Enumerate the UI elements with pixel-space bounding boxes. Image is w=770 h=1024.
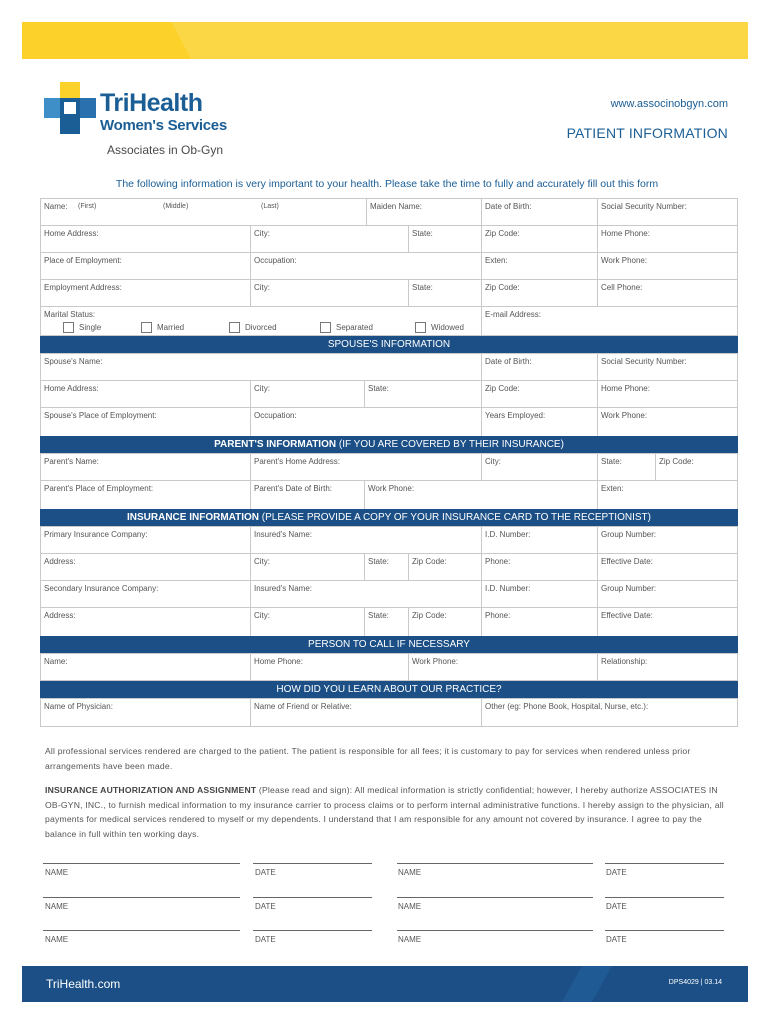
widowed-checkbox[interactable] [415,322,426,333]
divorced-label: Divorced [245,323,277,332]
name-label: NAME [45,902,69,911]
married-checkbox[interactable] [141,322,152,333]
divorced-checkbox[interactable] [229,322,240,333]
footer-site[interactable]: TriHealth.com [46,977,121,991]
spouse-address-row [40,380,738,408]
spouse-work-phone-field[interactable]: Work Phone: [597,408,739,436]
date-label: DATE [606,902,627,911]
spouse-ssn-field[interactable]: Social Security Number: [597,354,739,380]
contact-name-field[interactable]: Name: [44,657,68,666]
name-label: NAME [398,868,422,877]
spouse-name-row [40,353,738,381]
date-line[interactable] [253,930,372,931]
group-number-field[interactable]: Group Number: [597,527,739,553]
separated-checkbox[interactable] [320,322,331,333]
footer-bar [22,966,748,1002]
secondary-city-field[interactable]: City: [250,608,364,636]
primary-company-field[interactable]: Primary Insurance Company: [44,530,148,539]
separated-label: Separated [336,323,373,332]
insurance-phone-field[interactable]: Phone: [481,554,597,580]
cell-phone-field[interactable]: Cell Phone: [597,280,739,306]
parent-state-field[interactable]: State: [597,454,655,480]
marital-row [40,306,738,336]
occupation-field[interactable]: Occupation: [250,253,481,279]
marital-status-field: Marital Status: Single Married Divorced Separated Widowed [44,310,464,332]
insurance-city-field[interactable]: City: [250,554,364,580]
spouse-home-phone-field[interactable]: Home Phone: [597,381,739,407]
name-label: NAME [45,935,69,944]
insurance-state-field[interactable]: State: [364,554,408,580]
secondary-effective-date-field[interactable]: Effective Date: [597,608,739,636]
widowed-label: Widowed [431,323,464,332]
primary-insurance-row [40,526,738,554]
insurance-address-field[interactable]: Address: [44,557,76,566]
parent-employment-row [40,480,738,510]
date-line[interactable] [605,897,724,898]
signature-line[interactable] [43,863,240,864]
date-line[interactable] [605,930,724,931]
friend-name-field[interactable]: Name of Friend or Relative: [250,699,481,726]
work-phone-field[interactable]: Work Phone: [597,253,739,279]
date-label: DATE [606,868,627,877]
date-label: DATE [255,935,276,944]
employment-address-field[interactable]: Employment Address: [44,283,122,292]
secondary-company-field[interactable]: Secondary Insurance Company: [44,584,159,593]
trihealth-logo-icon [44,82,96,134]
secondary-group-number-field[interactable]: Group Number: [597,581,739,607]
primary-address-row [40,553,738,581]
parent-dob-field[interactable]: Parent's Date of Birth: [250,481,364,509]
intro-text: The following information is very important to your health. Please take the time to fully and accurately fill out this form [115,178,659,190]
insurance-authorization-text: INSURANCE AUTHORIZATION AND ASSIGNMENT (Please read and sign): All medical information is strictly confidential; however, I hereby authorize ASSOCIATES IN OB-GYN, INC., to furnish medical information to my insurance carrier to process claims or to perform internal administrative functions. I hereby assign to the physician, all payments for medical services rendered to myself or my dependents. I understand that I am responsible for any amount not covered by insurance. I agree to pay the balance in full within ten working days. [45,785,724,839]
contact-row [40,653,738,681]
employment-zip-field[interactable]: Zip Code: [481,280,597,306]
website-link[interactable]: www.associnobgyn.com [610,98,728,110]
payment-policy-text: All professional services rendered are charged to the patient. The patient is responsible for all fees; it is customary to pay for services when rendered unless prior arrangements have been made. [45,746,691,771]
signature-line[interactable] [397,930,593,931]
signature-line[interactable] [397,863,593,864]
exten-field[interactable]: Exten: [481,253,597,279]
employment-state-field[interactable]: State: [408,280,481,306]
contact-section-header: PERSON TO CALL IF NECESSARY [40,636,738,654]
zip-field[interactable]: Zip Code: [481,226,597,252]
name-row [40,198,738,226]
learn-row [40,698,738,727]
spouse-employment-row [40,407,738,437]
name-label: NAME [398,935,422,944]
email-field[interactable]: E-mail Address: [481,307,739,335]
other-source-field[interactable]: Other (eg: Phone Book, Hospital, Nurse, etc.): [481,699,739,726]
top-banner [22,22,748,59]
date-label: DATE [606,935,627,944]
secondary-state-field[interactable]: State: [364,608,408,636]
home-address-field[interactable]: Home Address: [44,229,99,238]
learn-section-header: HOW DID YOU LEARN ABOUT OUR PRACTICE? [40,681,738,699]
home-address-row [40,225,738,253]
spouse-address-field[interactable]: Home Address: [44,384,99,393]
name-label: NAME [398,902,422,911]
single-label: Single [79,323,102,332]
spouse-zip-field[interactable]: Zip Code: [481,381,597,407]
signature-line[interactable] [43,897,240,898]
logo-tagline: Associates in Ob-Gyn [107,143,224,157]
maiden-name-field[interactable]: Maiden Name: [366,199,481,225]
date-label: DATE [255,902,276,911]
married-label: Married [157,323,185,332]
insurance-section-header: INSURANCE INFORMATION (PLEASE PROVIDE A COPY OF YOUR INSURANCE CARD TO THE RECEPTIONIST) [40,509,738,527]
secondary-phone-field[interactable]: Phone: [481,608,597,636]
contact-home-phone-field[interactable]: Home Phone: [250,654,408,680]
spouse-occupation-field[interactable]: Occupation: [250,408,481,436]
insured-name-field[interactable]: Insured's Name: [250,527,481,553]
parent-work-phone-field[interactable]: Work Phone: [364,481,597,509]
date-line[interactable] [253,897,372,898]
insurance-zip-field[interactable]: Zip Code: [408,554,481,580]
spouse-state-field[interactable]: State: [364,381,481,407]
secondary-insured-name-field[interactable]: Insured's Name: [250,581,481,607]
date-line[interactable] [605,863,724,864]
dob-field[interactable]: Date of Birth: [481,199,597,225]
state-field[interactable]: State: [408,226,481,252]
parent-section-header: PARENT'S INFORMATION (IF YOU ARE COVERED BY THEIR INSURANCE) [40,436,738,454]
form-code: DPS4029 | 03.14 [668,979,722,986]
secondary-address-row [40,607,738,637]
employment-row [40,252,738,280]
spouse-employment-field[interactable]: Spouse's Place of Employment: [44,411,157,420]
logo-name: TriHealth [100,89,203,117]
parent-zip-field[interactable]: Zip Code: [655,454,739,480]
employment-address-row [40,279,738,307]
secondary-id-number-field[interactable]: I.D. Number: [481,581,597,607]
id-number-field[interactable]: I.D. Number: [481,527,597,553]
secondary-zip-field[interactable]: Zip Code: [408,608,481,636]
name-label: NAME [45,868,69,877]
date-label: DATE [255,868,276,877]
spouse-years-employed-field[interactable]: Years Employed: [481,408,597,436]
home-phone-field[interactable]: Home Phone: [597,226,739,252]
contact-work-phone-field[interactable]: Work Phone: [408,654,597,680]
parent-city-field[interactable]: City: [481,454,597,480]
parent-name-row [40,453,738,481]
spouse-dob-field[interactable]: Date of Birth: [481,354,597,380]
secondary-address-field[interactable]: Address: [44,611,76,620]
spouse-section-header: SPOUSE'S INFORMATION [40,336,738,354]
signature-line[interactable] [397,897,593,898]
parent-address-field[interactable]: Parent's Home Address: [250,454,481,480]
city-field[interactable]: City: [250,226,408,252]
effective-date-field[interactable]: Effective Date: [597,554,739,580]
place-employment-field[interactable]: Place of Employment: [44,256,122,265]
parent-employment-field[interactable]: Parent's Place of Employment: [44,484,154,493]
parent-exten-field[interactable]: Exten: [597,481,739,509]
single-checkbox[interactable] [63,322,74,333]
contact-relationship-field[interactable]: Relationship: [597,654,739,680]
parent-name-field[interactable]: Parent's Name: [44,457,99,466]
physician-name-field[interactable]: Name of Physician: [44,702,113,711]
spouse-name-field[interactable]: Spouse's Name: [44,357,103,366]
name-field[interactable]: Name: (First) (Middle) (Last) [44,202,279,211]
ssn-field[interactable]: Social Security Number: [597,199,739,225]
employment-city-field[interactable]: City: [250,280,408,306]
logo-subtitle: Women's Services [100,117,227,134]
spouse-city-field[interactable]: City: [250,381,364,407]
secondary-insurance-row [40,580,738,608]
signature-line[interactable] [43,930,240,931]
document-title: PATIENT INFORMATION [566,125,728,141]
date-line[interactable] [253,863,372,864]
